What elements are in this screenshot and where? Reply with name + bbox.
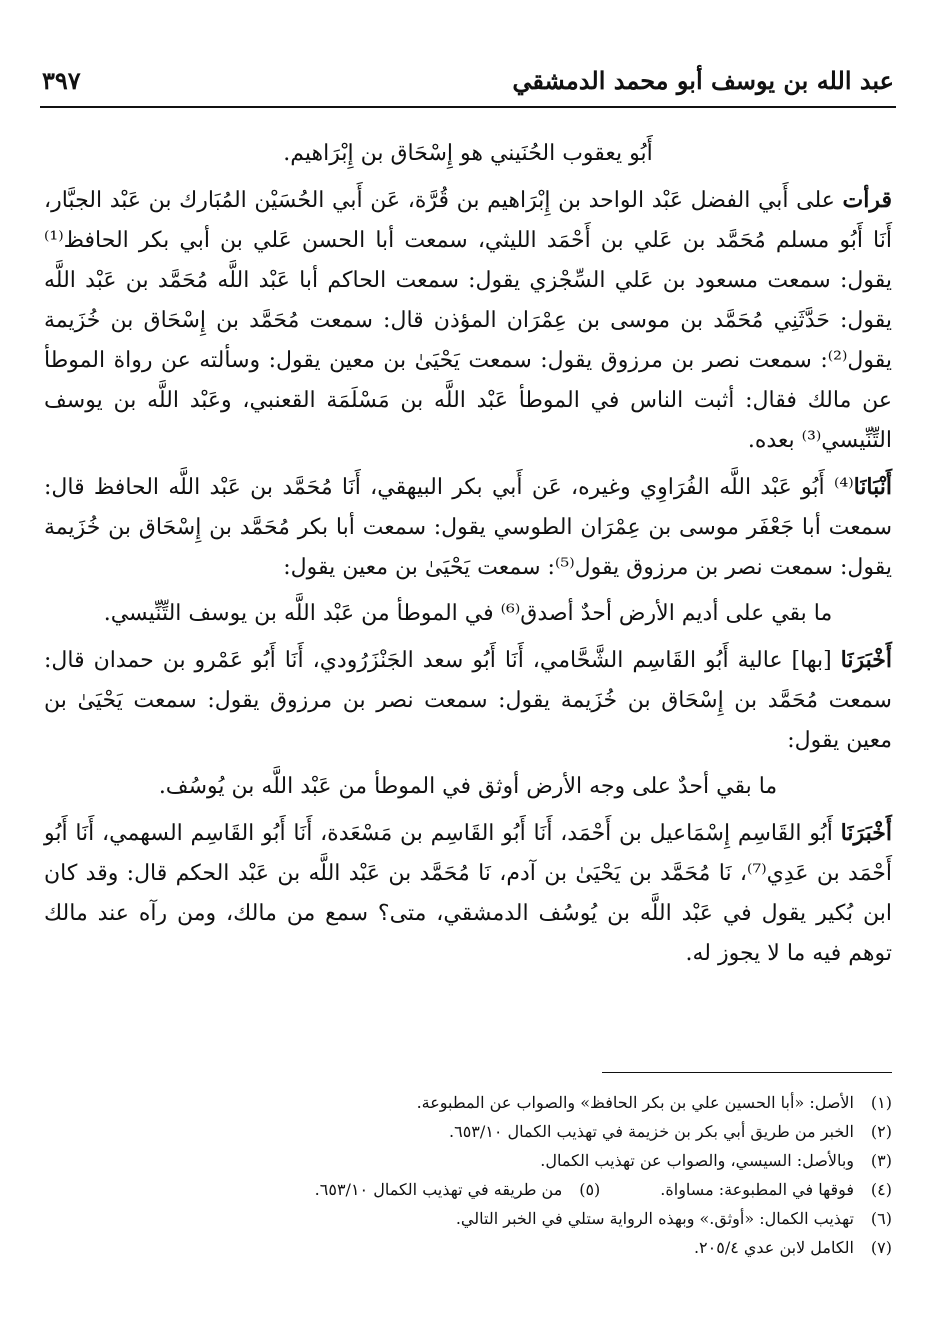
footnote-number: (٥): [579, 1180, 601, 1199]
paragraph-text: ⁽⁴⁾ أَبُو عَبْد اللَّه الفُرَاوِي وغيره، عَن أَبي بكر البيهقي، أَنَا مُحَمَّد بن عَبْد اللَّه الحافظ قال: سمعت أبا جَعْفَر موسى بن عِمْرَان الطوسي يقول: سمعت أبا بكر مُحَمَّد بن إِسْحَاق بن خُزَيمة يقول: سمعت نصر بن مرزوق يقول⁽⁵⁾: سمعت يَحْيَىٰ بن معين يقول:: [44, 475, 893, 580]
footnotes: [70, 1088, 892, 1262]
footnote-rule: [602, 1072, 892, 1073]
footnote-text: تهذيب الكمال: «أوثق.» وبهذه الرواية ستلي في الخبر التالي.: [455, 1209, 854, 1228]
main-text: [44, 134, 892, 974]
footnote-number: (٧): [870, 1238, 892, 1257]
paragraph-lead: أَخْبَرَنَا: [840, 820, 892, 846]
paragraph: [44, 813, 892, 974]
footnote: [70, 1175, 892, 1204]
paragraph-text: أَبُو يعقوب الحُنَيني هو إِسْحَاق بن إِبْرَاهيم.: [283, 141, 653, 166]
footnote-text: فوقها في المطبوعة: مساواة.: [660, 1180, 854, 1199]
paragraph-lead: أَنْبَانَا: [853, 474, 892, 500]
paragraph-text: ما بقي على أديم الأرض أحدٌ أصدق⁽⁶⁾ في الموطأ من عَبْد اللَّه بن يوسف التِّنِّيسي.: [103, 601, 833, 626]
footnote: [70, 1117, 892, 1146]
paragraph-text: على أَبي الفضل عَبْد الواحد بن إِبْرَاهيم بن قُرَّة، عَن أَبي الحُسَيْن المُبَارك بن عَبْد الجبَّار، أَنَا أَبُو مسلم مُحَمَّد بن عَلي بن أَحْمَد الليثي، سمعت أبا الحسن عَلي بن أبي بكر الحافظ⁽¹⁾ يقول: سمعت مسعود بن عَلي السِّجْزي يقول: سمعت الحاكم أبا عَبْد اللَّه مُحَمَّد بن عَبْد اللَّه يقول: حَدَّثَنِي مُحَمَّد بن موسى بن عِمْرَان المؤذن قال: سمعت مُحَمَّد بن إِسْحَاق بن خُزَيمة يقول⁽²⁾: سمعت نصر بن مرزوق يقول: سمعت يَحْيَىٰ بن معين يقول: وسألته عن رواة الموطأ عن مالك فقال: أثبت الناس في الموطأ عَبْد اللَّه بن مَسْلَمَة القعنبي، وعَبْد اللَّه بن يوسف التِّنِّيسي⁽³⁾ بعده.: [44, 188, 892, 453]
paragraph-text: [بها] عالية أَبُو القَاسِم الشَّحَّامي، أَنَا أَبُو سعد الجَنْزَرُودي، أَنَا أَبُو عَمْرو بن حمدان قال: سمعت مُحَمَّد بن إِسْحَاق بن خُزَيمة يقول: سمعت نصر بن مرزوق يقول: سمعت يَحْيَىٰ بن معين يقول:: [44, 648, 892, 753]
paragraph: [44, 767, 892, 807]
footnote: [70, 1204, 892, 1233]
paragraph-lead: قرأت: [842, 187, 892, 213]
page-number: ٣٩٧: [42, 66, 81, 95]
footnote-number: (١): [870, 1093, 892, 1112]
footnote-text: الكامل لابن عدي ٢٠٥/٤.: [693, 1238, 854, 1257]
footnote-number: (٢): [870, 1122, 892, 1141]
paragraph: [44, 640, 892, 761]
footnote: [70, 1146, 892, 1175]
paragraph-text: ما بقي أحدٌ على وجه الأرض أوثق في الموطأ من عَبْد اللَّه بن يُوسُف.: [158, 774, 778, 799]
footnote-number: (٣): [870, 1151, 892, 1170]
paragraph-text: أَبُو القَاسِم إِسْمَاعيل بن أَحْمَد، أَنَا أَبُو القَاسِم بن مَسْعَدة، أَنَا أَبُو القَاسِم السهمي، أَنَا أَبُو أَحْمَد بن عَدِي⁽⁷⁾، نَا مُحَمَّد بن يَحْيَىٰ بن آدم، نَا مُحَمَّد بن عَبْد اللَّه بن عَبْد الحكم قال: وقد كان ابن بُكير يقول في عَبْد اللَّه بن يُوسُف الدمشقي، متى؟ سمع من مالك، ومن رآه عند مالك توهم فيه ما لا يجوز له.: [44, 821, 892, 966]
running-header: [42, 66, 894, 106]
paragraph: [44, 594, 892, 634]
header-rule: [40, 106, 896, 108]
footnote-text: الأصل: «أبا الحسين علي بن بكر الحافظ» والصواب عن المطبوعة.: [416, 1093, 854, 1112]
footnote-number: (٤): [870, 1180, 892, 1199]
paragraph: [44, 467, 892, 588]
running-title: عبد الله بن يوسف أبو محمد الدمشقي: [512, 66, 894, 95]
paragraph: [44, 180, 892, 461]
paragraph: [44, 134, 892, 174]
footnote: [70, 1233, 892, 1262]
footnote: [70, 1088, 892, 1117]
footnote-text: وبالأصل: السيسي، والصواب عن تهذيب الكمال.: [540, 1151, 854, 1170]
footnote-number: (٦): [870, 1209, 892, 1228]
footnote-text: من طريقه في تهذيب الكمال ٦٥٣/١٠.: [314, 1180, 563, 1199]
footnote-text: الخبر من طريق أبي بكر بن خزيمة في تهذيب الكمال ٦٥٣/١٠.: [449, 1122, 854, 1141]
paragraph-lead: أَخْبَرَنَا: [840, 647, 892, 673]
